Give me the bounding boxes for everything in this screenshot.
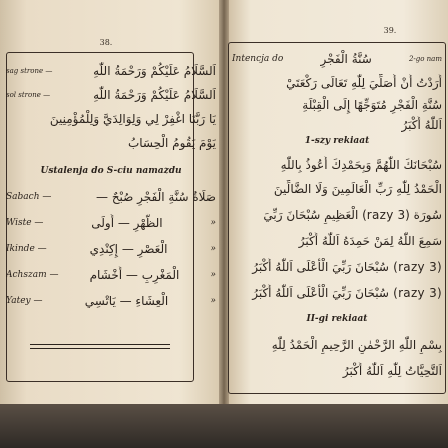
right-line-mid-5 bbox=[232, 258, 442, 276]
prayer-arabic: الْعِشَاءِ — يَاتْسِي bbox=[84, 294, 169, 308]
arabic-text: سُنَّةِ الْفَجْرِ مُتَوَجِّهًا إِلَى الْقِبْلَةِ bbox=[302, 98, 442, 112]
left-arabic-line-3 bbox=[6, 110, 216, 128]
prayer-label: Ikinde — bbox=[6, 244, 47, 254]
arabic-text: اَلسَّلَامُ عَلَيْكُمْ وَرَحْمَةُ اللّٰهِ bbox=[93, 88, 216, 102]
right-line-mid-2 bbox=[232, 180, 442, 198]
left-arabic-line-4 bbox=[6, 134, 216, 152]
arabic-text: بِسْمِ اللّٰهِ الرَّحْمٰنِ الرَّحِيمِ الْحَمْدُ لِلّٰهِ bbox=[271, 338, 442, 352]
right-line-mid-6 bbox=[232, 284, 442, 302]
arabic-text: اَللّٰهُ أَكْبَرُ bbox=[401, 118, 442, 132]
arabic-text: الْحَمْدُ لِلّٰهِ رَبِّ الْعَالَمِينَ وَلَا الضَّالِّينَ bbox=[273, 182, 442, 196]
arabic-text: (3 razy) سُبْحَانَ رَبِّيَ الْأَعْلَى اَللّٰهُ أَكْبَرُ bbox=[252, 286, 442, 300]
prayer-arabic: الْعَصْرِ — إِكِنْدِي bbox=[89, 242, 168, 256]
prayer-arabic: الظُّهْرِ — أُولَى bbox=[91, 216, 163, 230]
ditto-mark: » bbox=[210, 270, 216, 280]
header-left: Intencja do bbox=[232, 54, 284, 64]
right-line-top-2 bbox=[232, 96, 442, 114]
right-page bbox=[226, 0, 448, 448]
arabic-text: سُبْحَانَكَ اللّٰهُمَّ وَبِحَمْدِكَ أَعُوذُ بِاللّٰهِ bbox=[280, 158, 442, 172]
ornamental-rule bbox=[30, 348, 170, 349]
arabic-text: اَلسَّلَامُ عَلَيْكُمْ وَرَحْمَةُ اللّٰهِ bbox=[93, 64, 216, 78]
section-heading: Ustalenja do S-ciu namazdu bbox=[40, 166, 182, 176]
right-line-bottom-1 bbox=[232, 336, 442, 354]
ornamental-rule bbox=[30, 344, 170, 345]
left-arabic-line-1 bbox=[6, 62, 216, 80]
prayer-arabic: الْمَغْرِبِ — أَخْشَام bbox=[89, 268, 180, 282]
prayer-label: Wiste — bbox=[6, 218, 44, 228]
arabic-text: سُورَة (3 razy) الْعَظِيمِ سُبْحَانَ رَبِّيَ bbox=[263, 208, 442, 222]
prayer-row-achszam bbox=[6, 266, 216, 284]
left-page-number: 38. bbox=[99, 38, 113, 47]
arabic-text: سَمِعَ اللّٰهُ لِمَنْ حَمِدَهُ اَللّٰهُ أَكْبَرُ bbox=[298, 234, 442, 248]
intention-header bbox=[232, 50, 442, 68]
line-note: sag strone — bbox=[6, 67, 53, 75]
table-surface bbox=[0, 404, 448, 448]
ditto-mark: » bbox=[210, 296, 216, 306]
right-line-mid-4 bbox=[232, 232, 442, 250]
prayer-row-sabach bbox=[6, 188, 216, 206]
ditto-mark: » bbox=[210, 244, 216, 254]
prayer-label: Yatey — bbox=[6, 296, 43, 306]
left-arabic-line-2 bbox=[6, 86, 216, 104]
right-page-number: 39. bbox=[383, 26, 397, 35]
arabic-text: (3 razy) سُبْحَانَ رَبِّيَ الْأَعْلَى اَللّٰهُ أَكْبَرُ bbox=[252, 260, 442, 274]
prayer-row-yatey bbox=[6, 292, 216, 310]
right-line-top-3 bbox=[232, 116, 442, 134]
prayer-arabic: صَلَاةُ سُنَّةِ الْفَجْرِ صُبْحٌ — bbox=[96, 190, 216, 204]
arabic-text: يَا رَبَّنَا اغْفِرْ لِي وَلِوَالِدَيَّ وَلِلْمُؤْمِنِينَ bbox=[49, 112, 216, 126]
prayer-label: Sabach — bbox=[6, 192, 52, 202]
arabic-text: يَوْمَ يَقُومُ الْحِسَابُ bbox=[127, 136, 216, 150]
right-line-mid-1 bbox=[232, 156, 442, 174]
prayer-label: Achszam — bbox=[6, 270, 59, 280]
header-arabic: سُنَّةُ الْفَجْرِ bbox=[320, 52, 372, 66]
rakat-2-heading: II-gi rekiaat bbox=[306, 314, 368, 324]
prayer-row-ikinde bbox=[6, 240, 216, 258]
header-right: 2-go nam bbox=[408, 55, 442, 63]
rakat-1-heading: 1-szy rekiaat bbox=[304, 136, 370, 146]
ditto-mark: » bbox=[210, 218, 216, 228]
right-line-mid-3 bbox=[232, 206, 442, 224]
right-line-top-1 bbox=[232, 74, 442, 92]
prayer-row-wiste bbox=[6, 214, 216, 232]
right-line-bottom-2 bbox=[232, 362, 442, 380]
arabic-text: أَرَدْتُ أَنْ أُصَلِّيَ لِلّٰهِ تَعَالَى رَكْعَتَيْ bbox=[286, 76, 442, 90]
line-note: sol strone — bbox=[6, 91, 51, 99]
arabic-text: اَلتَّحِيَّاتُ لِلّٰهِ اَللّٰهُ أَكْبَرُ bbox=[342, 364, 442, 378]
left-page bbox=[0, 0, 222, 448]
